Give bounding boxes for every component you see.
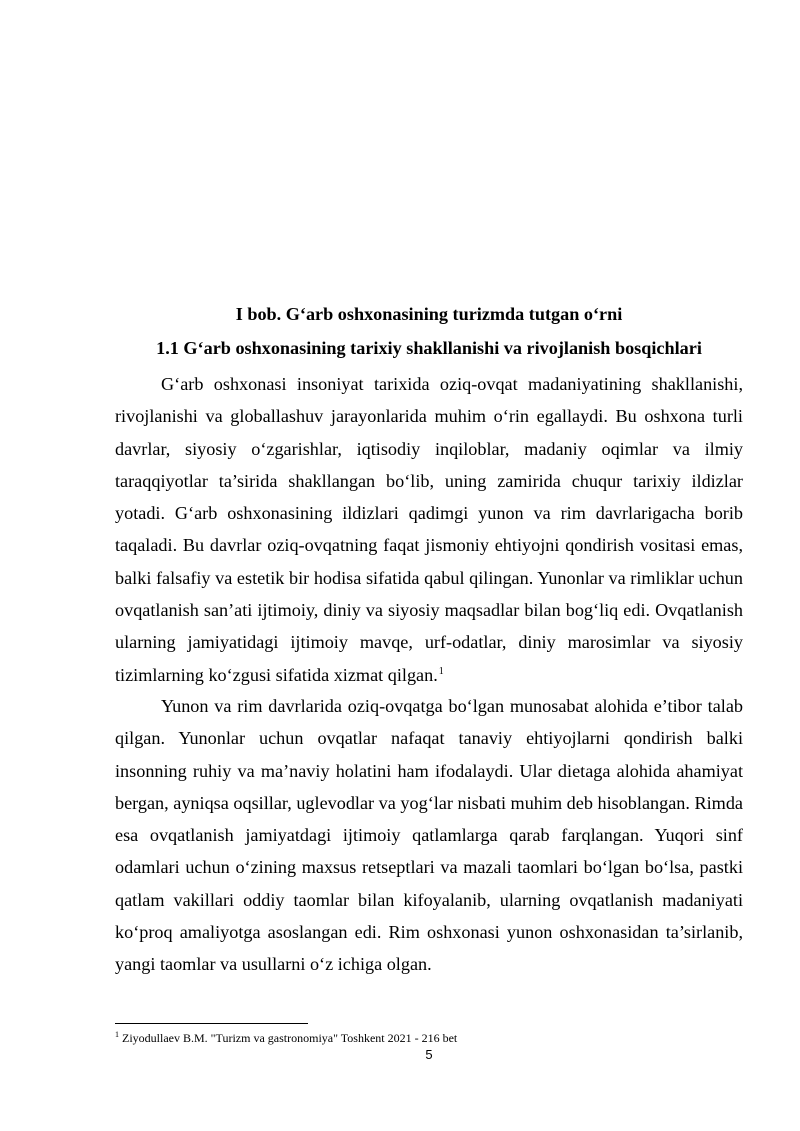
footnote	[115, 1031, 743, 1046]
chapter-title: I bob. G‘arb oshxonasining turizmda tutgan o‘rni	[235, 304, 623, 324]
section-title: 1.1 G‘arb oshxonasining tarixiy shakllanishi va rivojlanish bosqichlari	[156, 338, 702, 358]
footnote-reference-mark: 1	[438, 665, 444, 677]
body-paragraph-2	[115, 690, 743, 981]
footnote-separator	[115, 1023, 308, 1024]
page-number: 5	[425, 1047, 433, 1062]
paragraph-2-text: Yunon va rim davrlarida oziq-ovqatga bo‘lgan munosabat alohida e’tibor talab qilgan. Yunonlar uchun ovqatlar nafaqat tanaviy ehtiyojlarni qondirish balki insonning ruhiy va ma’naviy holatini ham ifodalaydi. Ular dietaga alohida ahamiyat bergan, ayniqsa oqsillar, uglevodlar va yog‘lar nisbati muhim deb hisoblangan. Rimda esa ovqatlanish jamiyatdagi ijtimoiy qatlamlarga qarab farqlangan. Yuqori sinf odamlari uchun o‘zining maxsus retseptlari va mazali taomlari bo‘lgan bo‘lsa, pastki qatlam vakillari oddiy taomlar bilan kifoyalanib, ularning ovqatlanish madaniyati ko‘proq amaliyotga asoslangan edi. Rim oshxonasi yunon oshxonasidan ta’sirlanib, yangi taomlar va usullarni o‘z ichiga olgan.	[115, 696, 743, 975]
paragraph-1-text: G‘arb oshxonasi insoniyat tarixida oziq-ovqat madaniyatining shakllanishi, rivojlanishi va globallashuv jarayonlarida muhim o‘rin egallaydi. Bu oshxona turli davrlar, siyosiy o‘zgarishlar, iqtisodiy inqiloblar, madaniy oqimlar va ilmiy taraqqiyotlar ta’sirida shakllangan bo‘lib, uning zamirida chuqur tarixiy ildizlar yotadi. G‘arb oshxonasining ildizlari qadimgi yunon va rim davrlarigacha borib taqaladi. Bu davrlar oziq-ovqatning faqat jismoniy ehtiyojni qondirish vositasi emas, balki falsafiy va estetik bir hodisa sifatida qabul qilingan. Yunonlar va rimliklar uchun ovqatlanish san’ati ijtimoiy, diniy va siyosiy maqsadlar bilan bog‘liq edi. Ovqatlanish ularning jamiyatidagi ijtimoiy mavqe, urf-odatlar, diniy marosimlar va siyosiy tizimlarning ko‘zgusi sifatida xizmat qilgan.	[115, 374, 743, 685]
body-paragraph-1	[115, 368, 743, 691]
footnote-text: Ziyodullaev B.M. "Turizm va gastronomiya" Toshkent 2021 - 216 bet	[122, 1031, 458, 1045]
footnote-mark: 1	[115, 1030, 119, 1039]
